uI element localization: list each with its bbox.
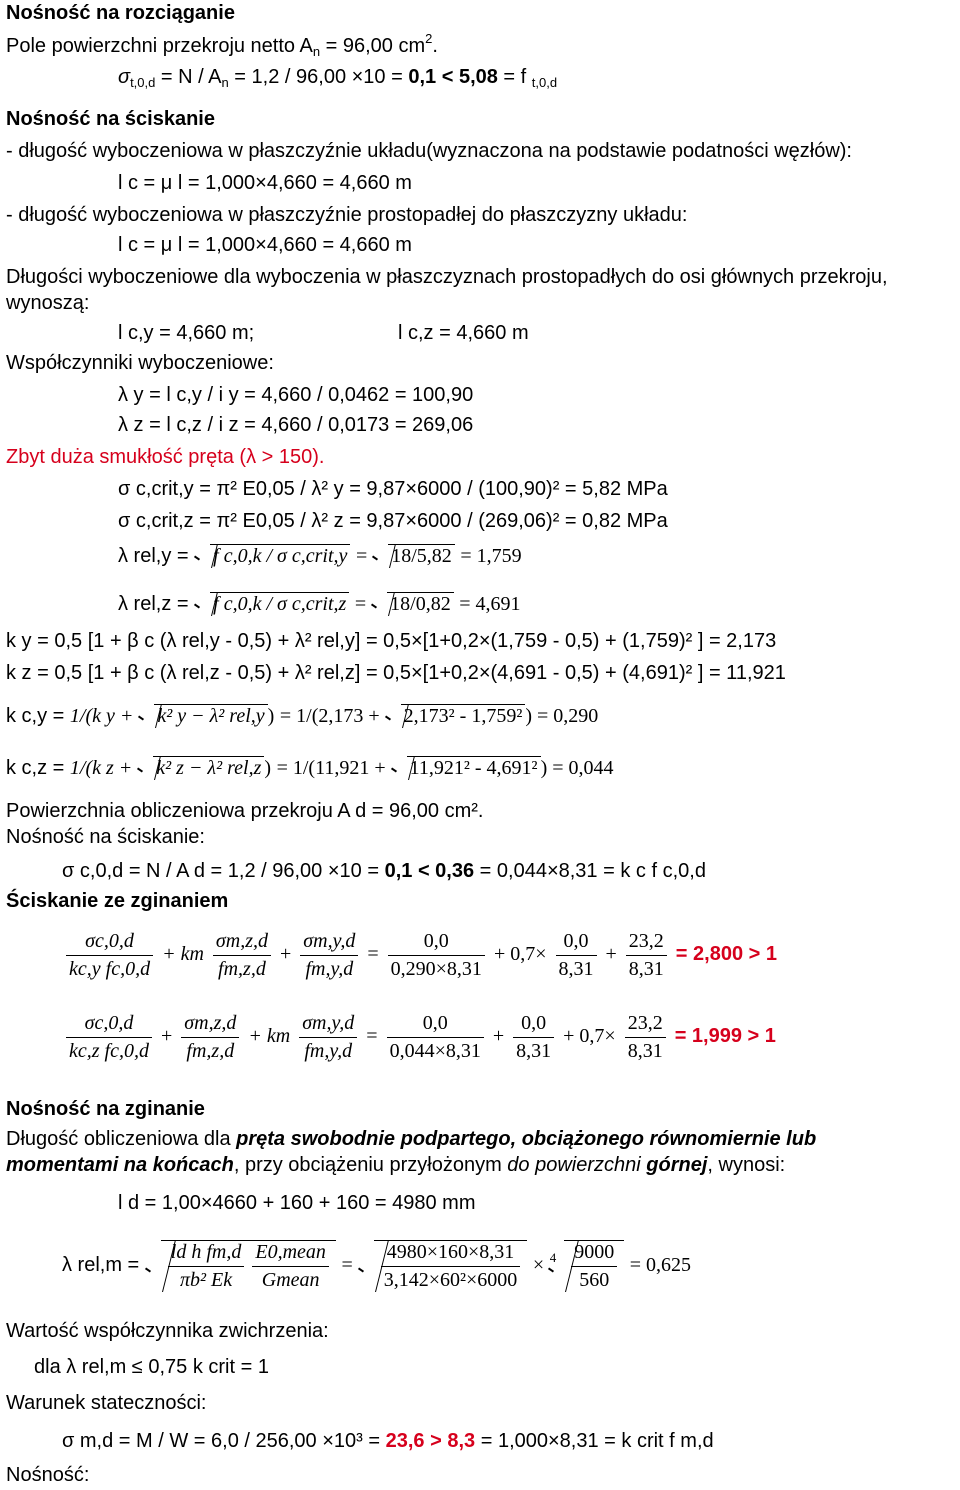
lambda-rel-y: λ rel,y = f c,0,k / σ c,crit,y = 18/5,82 = 1,759 (118, 545, 522, 567)
combined-check-1: $\frac{\sigma c,0,d}{\text{kc,y fc,0,d}}$ + km $\frac{\sigma m,z,d}{fm,z,d}$ + $\frac{\sigma m,y,d}{fm,y,d}$ = $\frac{0,0}{0,290\times 8,31}$ + 0,7× $\frac{0,0}{8,31}$ + $\frac{23,2}{8,31}$ = 2,800 > 1 (62, 930, 777, 981)
combined-result-2: = 1,999 > 1 (674, 1025, 776, 1048)
sigma-crit-z: σ c,crit,z = π² E0,05 / λ² z = 9,87×6000 / (269,06)² = 0,82 MPa (118, 510, 668, 532)
fraction: $\frac{4980\times 160\times 8,31}{\text{3,142×60²×6000}}$ (381, 1241, 521, 1292)
buckling-in-plane: - długość wyboczeniowa w płaszczyźnie układu(wyznaczona na podstawie podatności węzłów): (6, 140, 852, 162)
lc-formula-1: l c = μ l = 1,000×4,660 = 4,660 m (118, 172, 412, 194)
sqrt-symbol: f c,0,k / σ c,crit,z (194, 592, 349, 616)
fraction: $\frac{0,0}{0,290\times 8,31}$ (388, 930, 485, 981)
fraction: $\frac{\sigma m,z,d}{fm,z,d}$ (213, 930, 271, 981)
kcrit-line: dla λ rel,m ≤ 0,75 k crit = 1 (34, 1356, 269, 1378)
buckling-perpendicular: - długość wyboczeniowa w płaszczyźnie prostopadłej do płaszczyzny układu: (6, 204, 688, 226)
fraction: $\frac{23,2}{8,31}$ (625, 1012, 666, 1063)
lcy-value: l c,y = 4,660 m; (118, 322, 255, 344)
fraction: $\frac{\sigma m,z,d}{fm,z,d}$ (181, 1012, 239, 1063)
sqrt-symbol: k² y − λ² rel,y (138, 704, 267, 728)
sqrt-symbol: k² z − λ² rel,z (137, 756, 264, 780)
slenderness-warning: Zbyt duża smukłość pręta (λ > 150). (6, 446, 325, 468)
heading-bending: Nośność na zginanie (6, 1098, 205, 1120)
slenderness-heading: Współczynniki wyboczeniowe: (6, 352, 274, 374)
sigma-md: σ m,d = M / W = 6,0 / 256,00 ×10³ = 23,6 > 8,3 = 1,000×8,31 = k crit f m,d (62, 1430, 714, 1452)
sqrt-symbol: 2,173² - 1,759² (385, 704, 526, 728)
fraction: $\frac{23,2}{8,31}$ (626, 930, 667, 981)
fraction: $\frac{9000}{560}$ (571, 1241, 617, 1292)
fraction: $\frac{0,0}{8,31}$ (556, 930, 597, 981)
fraction: $\frac{\text{ld h fm,d}}{\text{πb² Ek}}$ (168, 1241, 245, 1292)
fraction: $\frac{0,0}{0,044\times 8,31}$ (387, 1012, 484, 1063)
heading-combined: Ściskanie ze zginaniem (6, 890, 229, 912)
sqrt-symbol (548, 1240, 624, 1292)
kcy-formula: k c,y = 1/(k y + k² y − λ² rel,y ) = 1/(2,173 + 2,173² - 1,759² ) = 0,290 (6, 705, 599, 727)
fraction: E0,mean Gmean (252, 1241, 329, 1292)
lengths-text-2: wynoszą: (6, 292, 90, 314)
sqrt-symbol: 11,921² - 4,691² (391, 756, 541, 780)
bending-desc-2: momentami na końcach, przy obciążeniu przyłożonym do powierzchni górnej, wynosi: (6, 1154, 786, 1176)
sqrt-symbol: 18/5,82 (372, 544, 455, 568)
ld-formula: l d = 1,00×4660 + 160 + 160 = 4980 mm (118, 1192, 476, 1214)
lengths-text-1: Długości wyboczeniowe dla wyboczenia w płaszczyznach prostopadłych do osi głównych przekroju, (6, 266, 888, 288)
lcz-value: l c,z = 4,660 m (398, 322, 529, 344)
lambda-rel-m: λ rel,m = $\frac{\text{ld h fm,d}}{\text{πb² Ek}}$ E0,mean Gmean = $\frac{4980\times 160\times 8,31}{\text{3,142×60²×6000}}$ × $^4$ $\frac{9000}{560}$ = 0,625 (62, 1241, 692, 1291)
sigma-crit-y: σ c,crit,y = π² E0,05 / λ² y = 9,87×6000 / (100,90)² = 5,82 MPa (118, 478, 668, 500)
kz-formula: k z = 0,5 [1 + β c (λ rel,z - 0,5) + λ² rel,z] = 0,5×[1+0,2×(4,691 - 0,5) + (4,691)² ] = 11,921 (6, 662, 786, 684)
lambda-rel-z: λ rel,z = f c,0,k / σ c,crit,z = 18/0,82 = 4,691 (118, 593, 521, 615)
capacity-label: Nośność: (6, 1464, 90, 1486)
fraction: $\frac{\sigma m,y,d}{fm,y,d}$ (300, 930, 358, 981)
combined-result-1: = 2,800 > 1 (675, 943, 777, 966)
bending-desc-1: Długość obliczeniowa dla pręta swobodnie podpartego, obciążonego równomiernie lub (6, 1128, 817, 1150)
sqrt-symbol: f c,0,k / σ c,crit,y (194, 544, 350, 568)
fraction: $\frac{\sigma c,0,d}{\text{kc,z fc,0,d}}$ (66, 1012, 152, 1063)
sqrt-symbol: 18/0,82 (371, 592, 454, 616)
compression-capacity-heading: Nośność na ściskanie: (6, 826, 205, 848)
tension-check: $\sigma_{t,0,d} = N / A_n = 1,2 / 96,00 \times 10 = 0,1 < 5,08 = f$ $_{t,0,d}$ (118, 66, 558, 90)
fraction: $\frac{\sigma c,0,d}{\text{kc,y fc,0,d}}$ (66, 930, 153, 981)
sqrt-symbol (358, 1240, 528, 1292)
stability-heading: Warunek stateczności: (6, 1392, 207, 1414)
lambda-z: λ z = l c,z / i z = 4,660 / 0,0173 = 269,06 (118, 414, 474, 436)
fraction: $\frac{\sigma m,y,d}{fm,y,d}$ (299, 1012, 357, 1063)
ky-formula: k y = 0,5 [1 + β c (λ rel,y - 0,5) + λ² rel,y] = 0,5×[1+0,2×(1,759 - 0,5) + (1,759)² ] = 2,173 (6, 630, 777, 652)
heading-compression: Nośność na ściskanie (6, 108, 215, 130)
kcz-formula: k c,z = 1/(k z + k² z − λ² rel,z ) = 1/(11,921 + 11,921² - 4,691² ) = 0,044 (6, 757, 614, 779)
tilt-heading: Wartość współczynnika zwichrzenia: (6, 1320, 329, 1342)
sqrt-symbol (145, 1240, 336, 1292)
design-area: Powierzchnia obliczeniowa przekroju A d = 96,00 cm². (6, 800, 484, 822)
fraction: $\frac{0,0}{8,31}$ (513, 1012, 554, 1063)
net-area-line: Pole powierzchni przekroju netto $A_n = 96,00$ $cm^2$. (6, 31, 438, 59)
heading-tension: Nośność na rozciąganie (6, 2, 235, 24)
lc-formula-2: l c = μ l = 1,000×4,660 = 4,660 m (118, 234, 412, 256)
combined-check-2: $\frac{\sigma c,0,d}{\text{kc,z fc,0,d}}$ + $\frac{\sigma m,z,d}{fm,z,d}$ + km $\frac{\sigma m,y,d}{fm,y,d}$ = $\frac{0,0}{0,044\times 8,31}$ + $\frac{0,0}{8,31}$ + 0,7× $\frac{23,2}{8,31}$ = 1,999 > 1 (62, 1012, 776, 1063)
sigma-c0d: σ c,0,d = N / A d = 1,2 / 96,00 ×10 = 0,1 < 0,36 = 0,044×8,31 = k c f c,0,d (62, 860, 706, 882)
lambda-y: λ y = l c,y / i y = 4,660 / 0,0462 = 100,90 (118, 384, 474, 406)
